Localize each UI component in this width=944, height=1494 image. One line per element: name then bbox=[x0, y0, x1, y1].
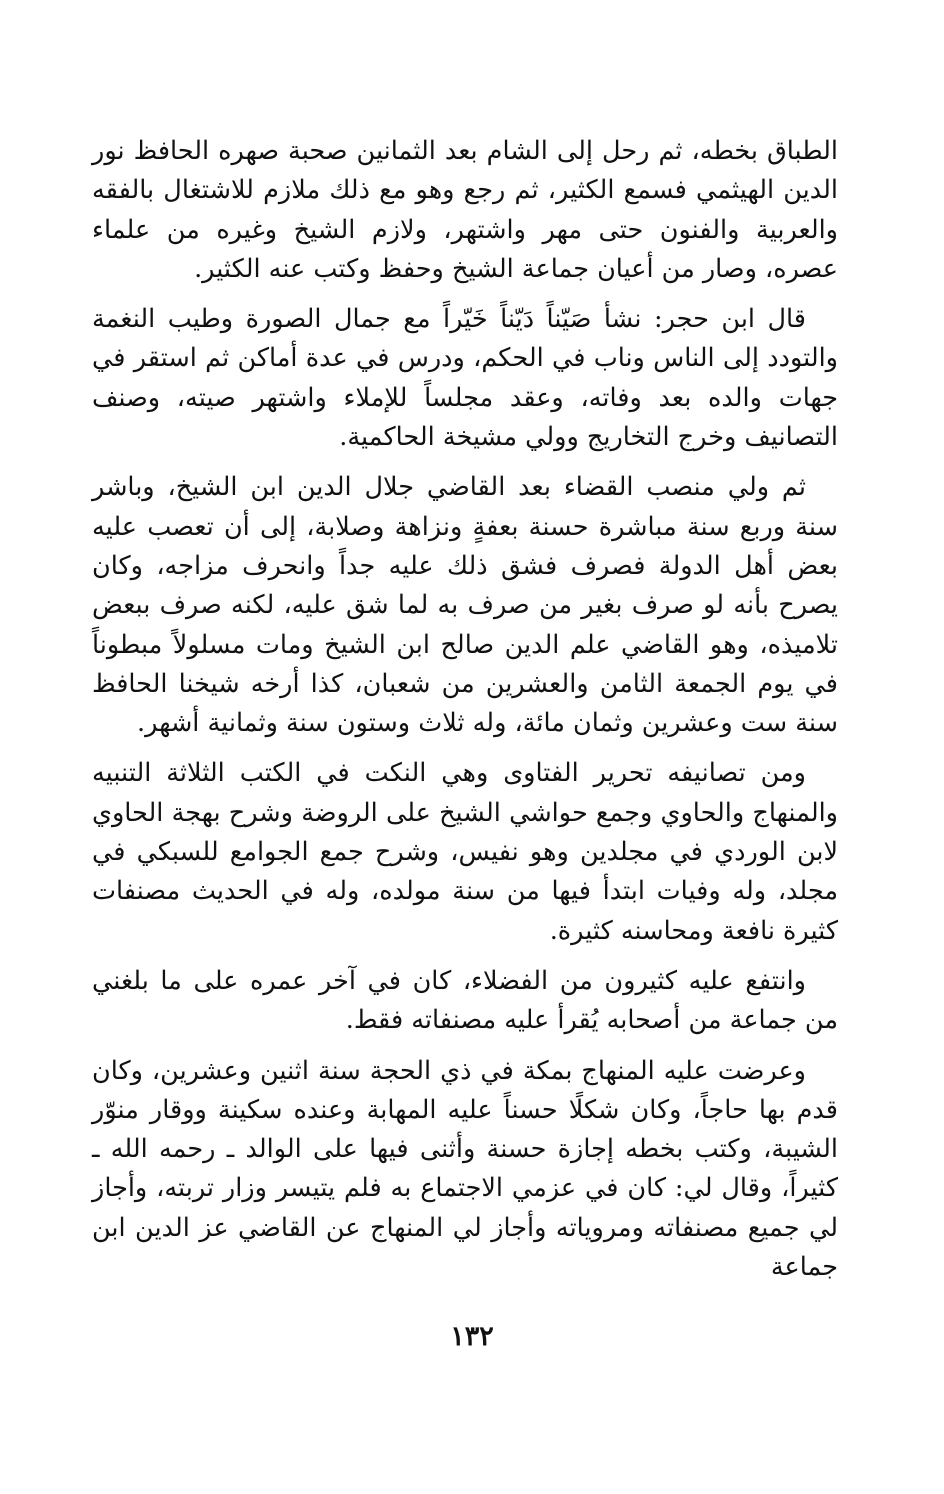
paragraph-4: ومن تصانيفه تحرير الفتاوى وهي النكت في الكتب الثلاثة التنبيه والمنهاج والحاوي وجمع حواشي الشيخ على الروضة وشرح بهجة الحاوي لابن الوردي في مجلدين وهو نفيس، وشرح جمع الجوامع للسبكي في مجلد، وله وفيات ابتدأ فيها من سنة مولده، وله في الحديث مصنفات كثيرة نافعة ومحاسنه كثيرة. bbox=[92, 758, 838, 946]
paragraph-3: ثم ولي منصب القضاء بعد القاضي جلال الدين ابن الشيخ، وباشر سنة وربع سنة مباشرة حسنة بعفةٍ ونزاهة وصلابة، إلى أن تعصب عليه بعض أهل الدولة فصرف فشق ذلك عليه جداً وانحرف مزاجه، وكان يصرح بأنه لو صرف بغير من صرف به لما شق عليه، لكنه صرف ببعض تلاميذه، وهو القاضي علم الدين صالح ابن الشيخ ومات مسلولاً مبطوناً في يوم الجمعة الثامن والعشرين من شعبان، كذا أرخه شيخنا الحافظ سنة ست وعشرين وثمان مائة، وله ثلاث وستون سنة وثمانية أشهر. bbox=[92, 472, 838, 739]
paragraph-6: وعرضت عليه المنهاج بمكة في ذي الحجة سنة اثنين وعشرين، وكان قدم بها حاجاً، وكان شكلًا حسناً عليه المهابة وعنده سكينة ووقار منوّر الشيبة، وكتب بخطه إجازة حسنة وأثنى فيها على الوالد ـ رحمه الله ـ كثيراً، وقال لي: كان في عزمي الاجتماع به فلم يتيسر وزار تربته، وأجاز لي جميع مصنفاته ومروياته وأجاز لي المنهاج عن القاضي عز الدين ابن جماعة bbox=[92, 1055, 838, 1283]
paragraph-2: قال ابن حجر: نشأ صَيّناً دَيّناً خَيّراً مع جمال الصورة وطيب النغمة والتودد إلى الناس وناب في الحكم، ودرس في عدة أماكن ثم استقر في جهات والده بعد وفاته، وعقد مجلساً للإملاء واشتهر صيته، وصنف التصانيف وخرج التخاريج وولي مشيخة الحاكمية. bbox=[92, 304, 838, 453]
paragraph-5: وانتفع عليه كثيرون من الفضلاء، كان في آخر عمره على ما بلغني من جماعة من أصحابه يُقرأ عليه مصنفاته فقط. bbox=[92, 965, 838, 1036]
page-body bbox=[92, 132, 838, 1298]
paragraph-1: الطباق بخطه، ثم رحل إلى الشام بعد الثمانين صحبة صهره الحافظ نور الدين الهيثمي فسمع الكثير، ثم رجع وهو مع ذلك ملازم للاشتغال بالفقه والعربية والفنون حتى مهر واشتهر، ولازم الشيخ وغيره من علماء عصره، وصار من أعيان جماعة الشيخ وحفظ وكتب عنه الكثير. bbox=[92, 136, 838, 284]
page-number: ١٣٢ bbox=[450, 1321, 494, 1352]
